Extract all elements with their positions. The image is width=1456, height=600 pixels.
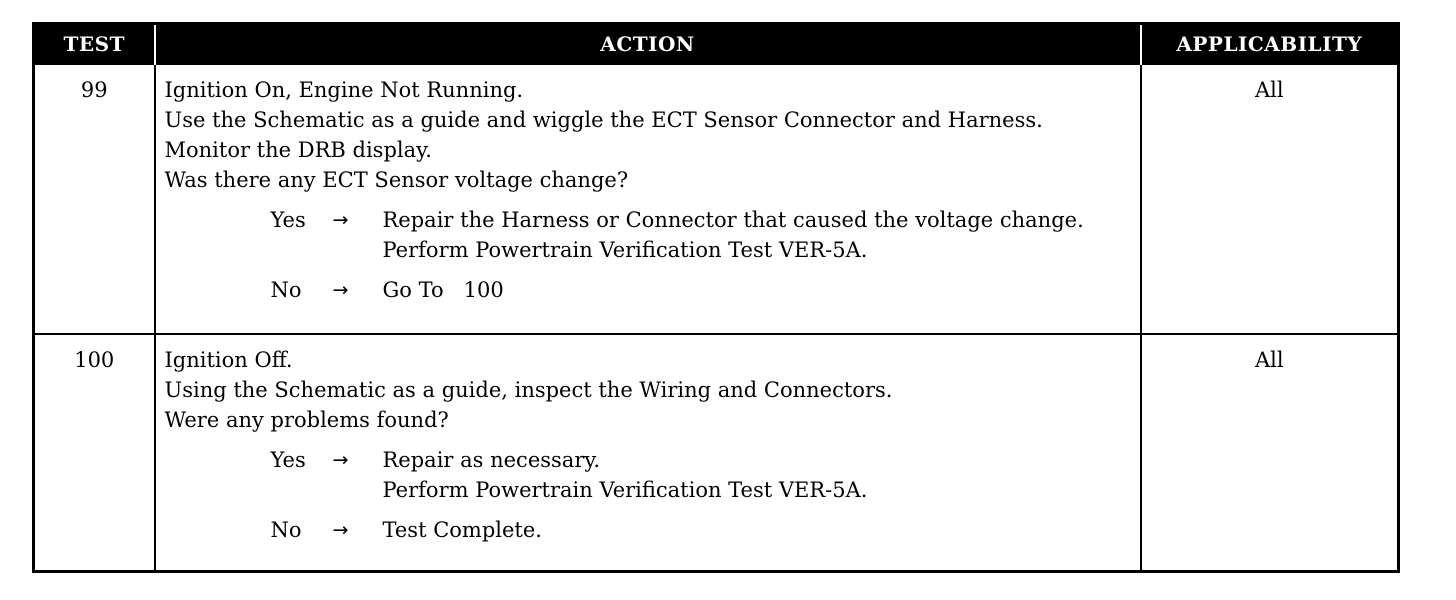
right-arrow-icon: → (332, 518, 349, 541)
action-question: Was there any ECT Sensor voltage change? (164, 167, 629, 192)
action-question: Were any problems found? (164, 407, 449, 432)
test-action (155, 64, 1141, 334)
table-row (34, 334, 1399, 572)
response-line: Perform Powertrain Verification Test VER-5A. (382, 237, 868, 262)
response-text (383, 515, 1134, 545)
response-yes (271, 445, 1134, 505)
action-step: Monitor the DRB display. (164, 137, 432, 162)
response-text (383, 275, 1134, 305)
action-step: Use the Schematic as a guide and wiggle the ECT Sensor Connector and Harness. (164, 107, 1043, 132)
response-no (271, 515, 1134, 545)
test-action (155, 334, 1141, 572)
response-text (383, 205, 1134, 265)
test-number: 100 (34, 334, 155, 572)
table-header-row (34, 24, 1399, 64)
action-step: Ignition Off. (164, 347, 293, 372)
response-list (165, 205, 1134, 305)
action-step: Ignition On, Engine Not Running. (164, 77, 524, 102)
right-arrow-icon: → (332, 208, 349, 231)
test-number: 99 (34, 64, 155, 334)
header-action: ACTION (155, 24, 1141, 64)
response-line: Go To 100 (382, 277, 504, 302)
response-line: Repair the Harness or Connector that caused the voltage change. (382, 207, 1084, 232)
response-no (271, 275, 1134, 305)
response-key: No (270, 517, 302, 542)
response-yes (271, 205, 1134, 265)
action-step: Using the Schematic as a guide, inspect the Wiring and Connectors. (164, 377, 893, 402)
response-list (165, 445, 1134, 545)
response-line: Test Complete. (382, 517, 542, 542)
response-key: Yes (270, 207, 306, 232)
test-applicability: All (1141, 334, 1399, 572)
right-arrow-icon: → (332, 448, 349, 471)
header-test: TEST (34, 24, 155, 64)
response-line: Repair as necessary. (382, 447, 601, 472)
test-applicability: All (1141, 64, 1399, 334)
response-key: Yes (270, 447, 306, 472)
right-arrow-icon: → (332, 278, 349, 301)
response-line: Perform Powertrain Verification Test VER-5A. (382, 477, 868, 502)
table-row (34, 64, 1399, 334)
header-applicability: APPLICABILITY (1176, 31, 1363, 56)
diagnostic-test-table (32, 22, 1400, 573)
response-key: No (270, 277, 302, 302)
response-text (383, 445, 1134, 505)
